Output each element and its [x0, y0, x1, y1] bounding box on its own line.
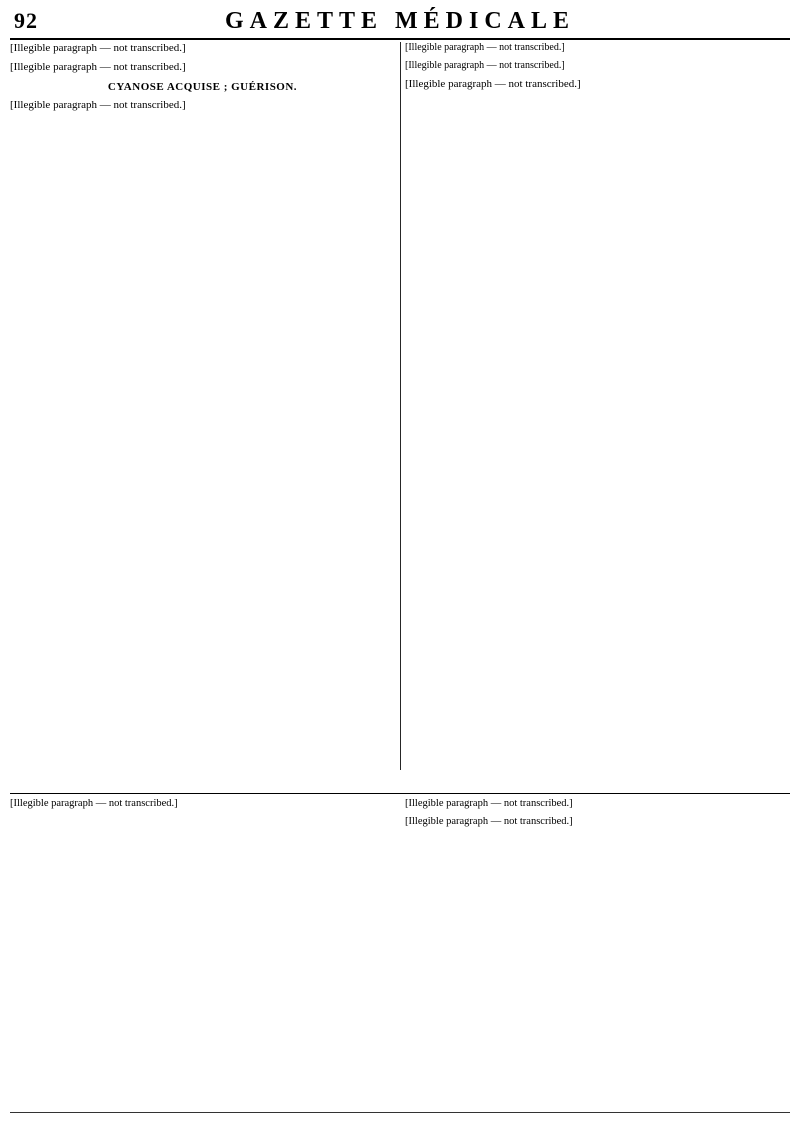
footer-rule: [10, 1112, 790, 1113]
paragraph: [Illegible paragraph — not transcribed.]: [405, 42, 565, 53]
paragraph: [Illegible paragraph — not transcribed.]: [405, 816, 573, 828]
top-right-column: [405, 42, 790, 787]
page-number: 92: [14, 8, 38, 33]
paragraph: [Illegible paragraph — not transcribed.]: [405, 59, 565, 71]
horizontal-rule: [10, 793, 790, 794]
paragraph: [Illegible paragraph — not transcribed.]: [10, 98, 186, 111]
bottom-left-column: [10, 798, 395, 1113]
paragraph: [Illegible paragraph — not transcribed.]: [10, 61, 186, 74]
bottom-right-column: [405, 798, 790, 1113]
paragraph: [Illegible paragraph — not transcribed.]: [10, 42, 186, 54]
document-page: [10, 8, 790, 1113]
section-heading: CYANOSE ACQUISE ; GUÉRISON.: [107, 80, 298, 93]
paragraph: [Illegible paragraph — not transcribed.]: [405, 798, 573, 809]
top-left-column: [10, 42, 395, 787]
masthead-title: GAZETTE MÉDICALE: [224, 8, 576, 34]
bottom-two-column-section: [10, 798, 790, 1113]
paragraph: [Illegible paragraph — not transcribed.]: [405, 77, 581, 90]
paragraph: [Illegible paragraph — not transcribed.]: [10, 798, 178, 809]
column-divider: [400, 42, 401, 770]
page-header: [10, 8, 790, 40]
